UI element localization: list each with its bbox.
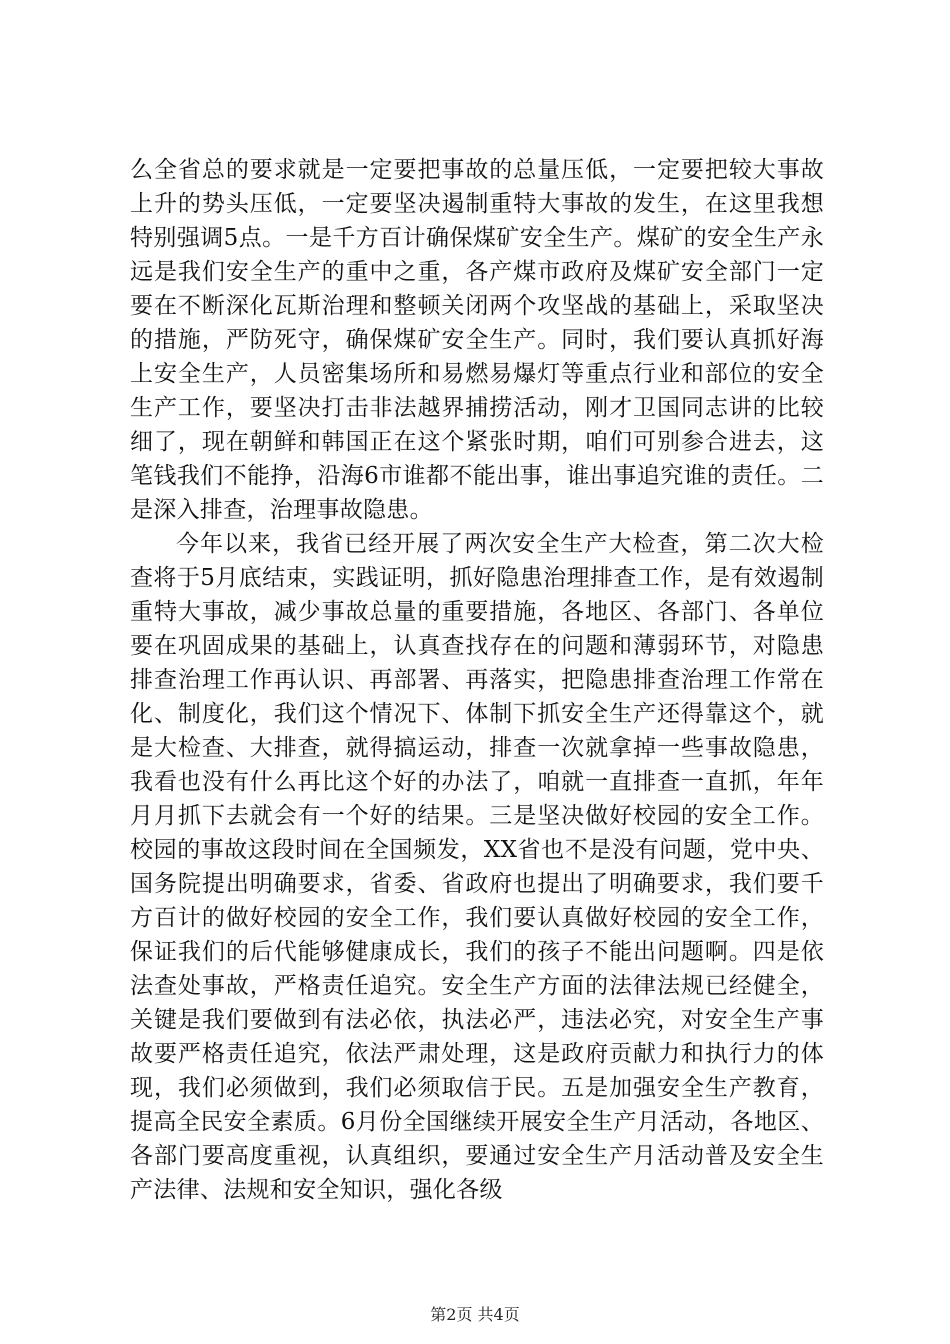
body-text: [130, 153, 824, 1207]
paragraph: 今年以来，我省已经开展了两次安全生产大检查，第二次大检查将于5月底结束，实践证明，抓好隐患治理排查工作，是有效遏制重特大事故，减少事故总量的重要措施，各地区、各部门、各单位要在巩固成果的基础上，认真查找存在的问题和薄弱环节，对隐患排查治理工作再认识、再部署、再落实，把隐患排查治理工作常在化、制度化，我们这个情况下、体制下抓安全生产还得靠这个，就是大检查、大排查，就得搞运动，排查一次就拿掉一些事故隐患，我看也没有什么再比这个好的办法了，咱就一直排查一直抓，年年月月抓下去就会有一个好的结果。三是坚决做好校园的安全工作。校园的事故这段时间在全国频发，XX省也不是没有问题，党中央、国务院提出明确要求，省委、省政府也提出了明确要求，我们要千方百计的做好校园的安全工作，我们要认真做好校园的安全工作，保证我们的后代能够健康成长，我们的孩子不能出问题啊。四是依法查处事故，严格责任追究。安全生产方面的法律法规已经健全，关键是我们要做到有法必依，执法必严，违法必究，对安全生产事故要严格责任追究，依法严肃处理，这是政府贡献力和执行力的体现，我们必须做到，我们必须取信于民。五是加强安全生产教育，提高全民安全素质。6月份全国继续开展安全生产月活动，各地区、各部门要高度重视，认真组织，要通过安全生产月活动普及安全生产法律、法规和安全知识，强化各级: [130, 531, 824, 1203]
page-footer: 第2页 共4页: [430, 1305, 520, 1324]
paragraph-continued: 么全省总的要求就是一定要把事故的总量压低，一定要把较大事故上升的势头压低，一定要坚决遏制重特大事故的发生，在这里我想特别强调5点。一是千方百计确保煤矿安全生产。煤矿的安全生产永远是我们安全生产的重中之重，各产煤市政府及煤矿安全部门一定要在不断深化瓦斯治理和整顿关闭两个攻坚战的基础上，采取坚决的措施，严防死守，确保煤矿安全生产。同时，我们要认真抓好海上安全生产，人员密集场所和易燃易爆灯等重点行业和部位的安全生产工作，要坚决打击非法越界捕捞活动，刚才卫国同志讲的比较细了，现在朝鲜和韩国正在这个紧张时期，咱们可别参合进去，这笔钱我们不能挣，沿海6市谁都不能出事，谁出事追究谁的责任。二是深入排查，治理事故隐患。: [130, 157, 824, 523]
